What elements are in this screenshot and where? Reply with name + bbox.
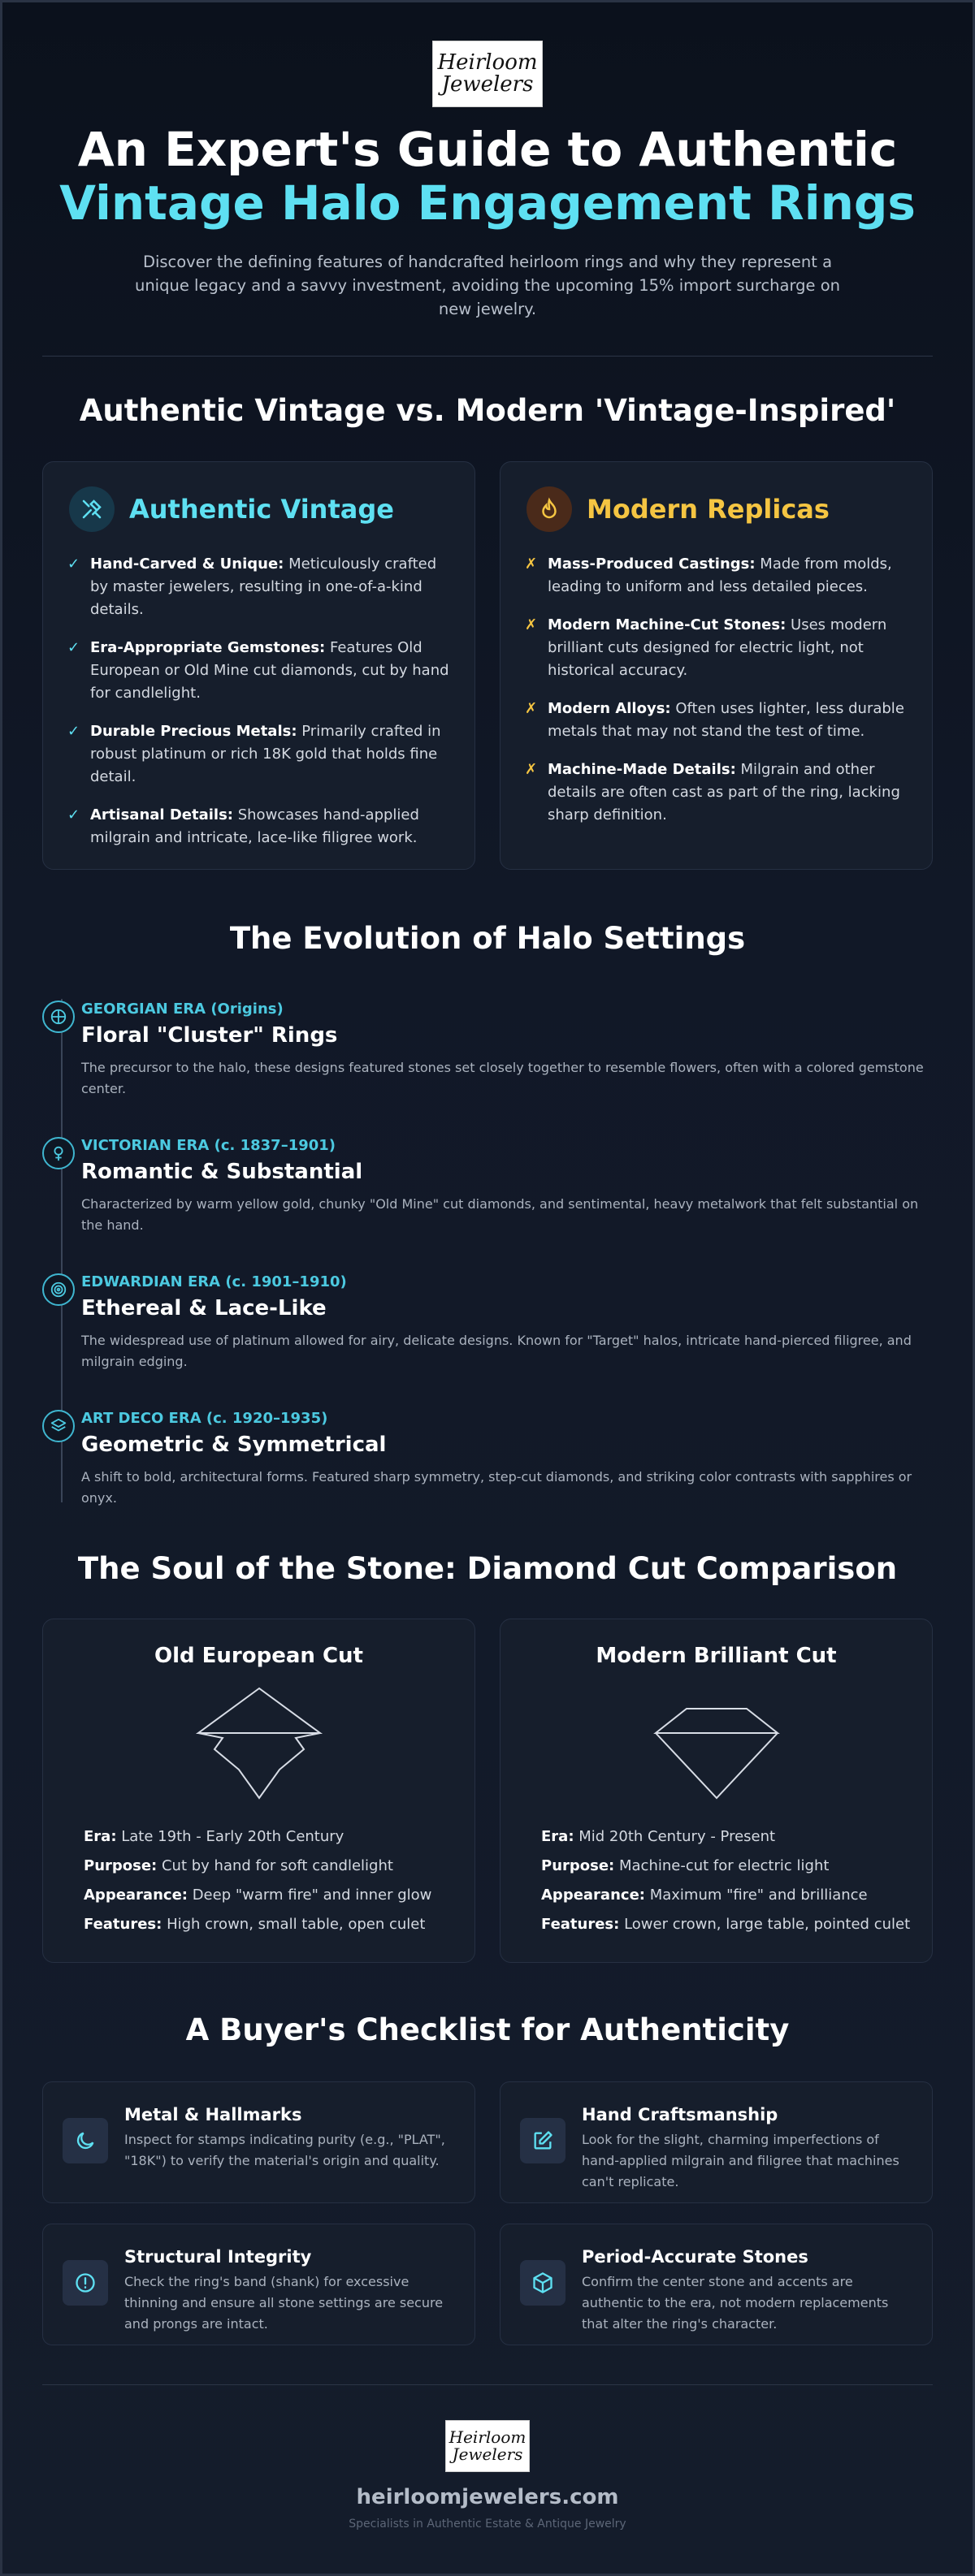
check-desc: Inspect for stamps indicating purity (e.g., "PLAT", "18K") to verify the material's origin and quality. — [124, 2132, 445, 2168]
fact-purpose: Purpose: Machine-cut for electric light — [541, 1857, 830, 1874]
target-icon — [42, 1273, 75, 1306]
cross-icon: ✗ — [525, 700, 538, 717]
check-title: Structural Integrity — [124, 2247, 312, 2267]
footer-logo[interactable] — [445, 2420, 530, 2472]
alert-circle-icon — [63, 2260, 108, 2306]
check-icon: ✓ — [67, 639, 80, 656]
cross-icon: ✗ — [525, 761, 538, 778]
check-desc: Look for the slight, charming imperfections of hand-applied milgrain and filigree that machines can't replicate. — [582, 2132, 899, 2189]
check-desc: Check the ring's band (shank) for excessive thinning and ensure all stone settings are secure and prongs are intact. — [124, 2274, 444, 2332]
list-item: ✓ Artisanal Details: Showcases hand-applied milgrain and intricate, lace-like filigree work. — [67, 804, 450, 849]
list-item: ✗ Modern Alloys: Often uses lighter, less durable metals that may not stand the test of time. — [525, 698, 908, 743]
cut-facts — [541, 1822, 910, 1939]
cut-card-old-european — [42, 1619, 475, 1963]
hero-subtitle: Discover the defining features of handcrafted heirloom rings and why they represent a unique legacy and a savvy investment, avoiding the upcoming 15% import surcharge on new jewelry. — [134, 253, 841, 318]
fact-appearance: Appearance: Deep "warm fire" and inner glow — [84, 1887, 432, 1904]
list-item: ✗ Modern Machine-Cut Stones: Uses modern brilliant cuts designed for electric light, not historical accuracy. — [525, 614, 908, 682]
moon-icon — [63, 2118, 108, 2163]
modern-heading: Modern Replicas — [587, 494, 830, 525]
footer-tagline: Specialists in Authentic Estate & Antique Jewelry — [349, 2518, 626, 2531]
flower-icon — [42, 1001, 75, 1033]
logo-line1: Heirloom — [437, 50, 538, 75]
check-metal-hallmarks — [42, 2081, 475, 2203]
list-item: ✗ Mass-Produced Castings: Made from molds, leading to uniform and less detailed pieces. — [525, 553, 908, 599]
checklist-title: A Buyer's Checklist for Authenticity — [185, 2012, 790, 2047]
cross-icon: ✗ — [525, 616, 538, 633]
era-desc: The precursor to the halo, these designs featured stones set closely together to resemble flowers, often with a colored gemstone center. — [81, 1060, 924, 1096]
flame-icon — [526, 486, 572, 532]
tools-icon — [69, 486, 115, 532]
logo-line1: Heirloom — [448, 2427, 526, 2447]
old-european-diagram — [190, 1684, 328, 1806]
modern-card — [500, 461, 933, 870]
logo-line2: Jewelers — [452, 2444, 523, 2464]
vintage-list — [67, 553, 450, 865]
check-title: Period-Accurate Stones — [582, 2247, 808, 2267]
list-item: ✓ Era-Appropriate Gemstones: Features Old European or Old Mine cut diamonds, cut by hand for candlelight. — [67, 637, 450, 705]
list-item: ✓ Durable Precious Metals: Primarily crafted in robust platinum or rich 18K gold that holds fine detail. — [67, 720, 450, 789]
layers-icon — [42, 1410, 75, 1442]
check-icon: ✓ — [67, 806, 80, 823]
era-label: ART DECO ERA (c. 1920–1935) — [81, 1410, 328, 1427]
fact-purpose: Purpose: Cut by hand for soft candlelight — [84, 1857, 393, 1874]
era-desc: The widespread use of platinum allowed for airy, delicate designs. Known for "Target" halos, intricate hand-pierced filigree, and milgrain edging. — [81, 1333, 912, 1369]
fact-features: Features: Lower crown, large table, pointed culet — [541, 1916, 911, 1933]
logo-line2: Jewelers — [441, 72, 534, 97]
divider — [42, 356, 933, 357]
list-item: ✗ Machine-Made Details: Milgrain and other details are often cast as part of the ring, lacking sharp definition. — [525, 759, 908, 827]
modern-brilliant-diagram — [648, 1684, 786, 1806]
comparison-title: Authentic Vintage vs. Modern 'Vintage-Inspired' — [79, 393, 896, 428]
check-structural-integrity — [42, 2224, 475, 2345]
cut-name: Modern Brilliant Cut — [596, 1644, 837, 1668]
check-period-accurate-stones — [500, 2224, 933, 2345]
era-title: Floral "Cluster" Rings — [81, 1023, 338, 1048]
fact-era: Era: Late 19th - Early 20th Century — [84, 1828, 344, 1845]
era-title: Romantic & Substantial — [81, 1160, 363, 1184]
era-title: Geometric & Symmetrical — [81, 1433, 387, 1457]
venus-icon — [42, 1137, 75, 1169]
header-logo[interactable] — [432, 41, 543, 107]
list-item: ✓ Hand-Carved & Unique: Meticulously crafted by master jewelers, resulting in one-of-a-kind details. — [67, 553, 450, 621]
check-icon: ✓ — [67, 555, 80, 573]
cut-facts — [84, 1822, 431, 1939]
era-label: VICTORIAN ERA (c. 1837–1901) — [81, 1137, 336, 1154]
fact-appearance: Appearance: Maximum "fire" and brilliance — [541, 1887, 868, 1904]
modern-list — [525, 553, 908, 842]
edit-icon — [520, 2118, 566, 2163]
check-title: Hand Craftsmanship — [582, 2105, 778, 2124]
check-icon: ✓ — [67, 723, 80, 740]
cube-icon — [520, 2260, 566, 2306]
footer-site-link[interactable]: heirloomjewelers.com — [356, 2485, 619, 2509]
era-desc: A shift to bold, architectural forms. Featured sharp symmetry, step-cut diamonds, and striking color contrasts with sapphires or onyx. — [81, 1469, 912, 1506]
fact-features: Features: High crown, small table, open culet — [84, 1916, 426, 1933]
vintage-card — [42, 461, 475, 870]
divider — [42, 2384, 933, 2385]
vintage-heading: Authentic Vintage — [129, 494, 394, 525]
era-title: Ethereal & Lace-Like — [81, 1296, 327, 1320]
hero-title-line1: An Expert's Guide to Authentic — [77, 122, 898, 177]
era-label: EDWARDIAN ERA (c. 1901–1910) — [81, 1273, 347, 1290]
check-desc: Confirm the center stone and accents are authentic to the era, not modern replacements that alter the ring's character. — [582, 2274, 889, 2332]
cuts-title: The Soul of the Stone: Diamond Cut Comparison — [77, 1551, 898, 1586]
check-hand-craftsmanship — [500, 2081, 933, 2203]
cross-icon: ✗ — [525, 555, 538, 573]
era-desc: Characterized by warm yellow gold, chunky "Old Mine" cut diamonds, and sentimental, heavy metalwork that felt substantial on the hand. — [81, 1196, 919, 1233]
cut-card-modern-brilliant — [500, 1619, 933, 1963]
evolution-title: The Evolution of Halo Settings — [229, 921, 746, 956]
hero-title-line2: Vintage Halo Engagement Rings — [59, 175, 916, 231]
check-title: Metal & Hallmarks — [124, 2105, 302, 2124]
era-label: GEORGIAN ERA (Origins) — [81, 1001, 284, 1018]
fact-era: Era: Mid 20th Century - Present — [541, 1828, 776, 1845]
cut-name: Old European Cut — [154, 1644, 363, 1668]
